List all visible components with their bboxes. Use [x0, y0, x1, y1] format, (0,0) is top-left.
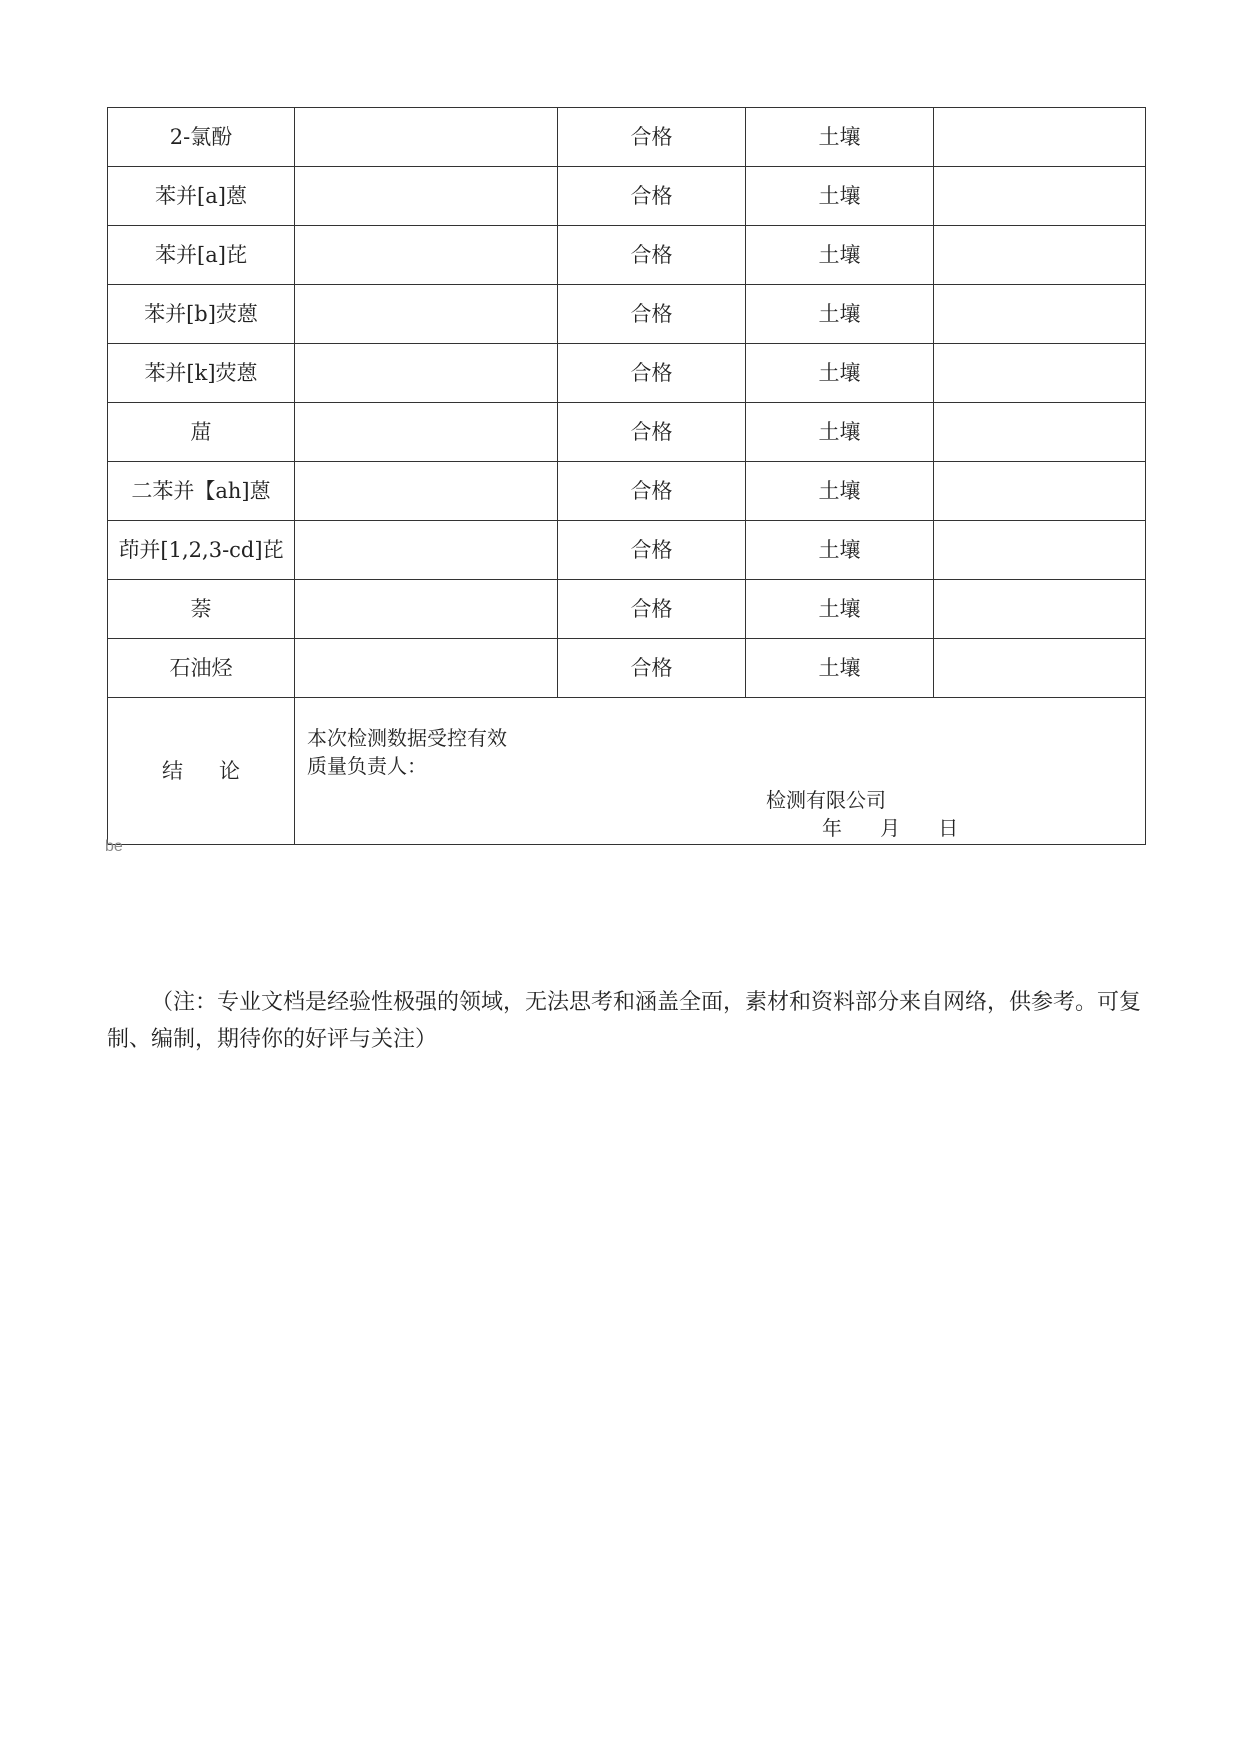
- quality-manager-label: 质量负责人：: [307, 754, 427, 778]
- cell-name: 茚并[1,2,3-cd]芘: [108, 521, 295, 580]
- conclusion-row: [108, 698, 1146, 845]
- cell-name: 萘: [108, 580, 295, 639]
- cell-name: 苯并[b]荧蒽: [108, 285, 295, 344]
- cell-medium: 土壤: [746, 108, 934, 167]
- cell-name: 苯并[a]芘: [108, 226, 295, 285]
- cell-value: [295, 580, 558, 639]
- cell-value: [295, 639, 558, 698]
- table-row: [108, 344, 1146, 403]
- cell-remark: [934, 344, 1146, 403]
- cell-medium: 土壤: [746, 285, 934, 344]
- date-line: 年 月 日: [822, 816, 959, 840]
- cell-remark: [934, 226, 1146, 285]
- cell-name: 石油烃: [108, 639, 295, 698]
- cell-name: 2-氯酚: [108, 108, 295, 167]
- cell-remark: [934, 167, 1146, 226]
- table-body: [108, 108, 1146, 845]
- cell-result: 合格: [558, 462, 746, 521]
- cell-medium: 土壤: [746, 639, 934, 698]
- cell-medium: 土壤: [746, 462, 934, 521]
- company-name: 检测有限公司: [766, 788, 886, 812]
- cell-remark: [934, 521, 1146, 580]
- conclusion-label: [108, 698, 295, 845]
- stray-mark: be: [105, 838, 123, 855]
- cell-value: [295, 108, 558, 167]
- cell-result: 合格: [558, 226, 746, 285]
- cell-result: 合格: [558, 580, 746, 639]
- cell-result: 合格: [558, 108, 746, 167]
- cell-remark: [934, 462, 1146, 521]
- cell-remark: [934, 285, 1146, 344]
- cell-medium: 土壤: [746, 521, 934, 580]
- cell-remark: [934, 580, 1146, 639]
- cell-medium: 土壤: [746, 167, 934, 226]
- cell-medium: 土壤: [746, 580, 934, 639]
- cell-result: 合格: [558, 167, 746, 226]
- table-row: [108, 108, 1146, 167]
- cell-value: [295, 285, 558, 344]
- cell-result: 合格: [558, 403, 746, 462]
- cell-medium: 土壤: [746, 344, 934, 403]
- cell-remark: [934, 403, 1146, 462]
- cell-name: 苯并[k]荧蒽: [108, 344, 295, 403]
- table-row: [108, 403, 1146, 462]
- conclusion-body: [295, 698, 1146, 845]
- cell-value: [295, 344, 558, 403]
- cell-value: [295, 167, 558, 226]
- table-row: [108, 521, 1146, 580]
- cell-result: 合格: [558, 521, 746, 580]
- table-row: [108, 285, 1146, 344]
- cell-result: 合格: [558, 344, 746, 403]
- cell-name: 二苯并【ah]蒽: [108, 462, 295, 521]
- cell-value: [295, 226, 558, 285]
- footnote: （注：专业文档是经验性极强的领域，无法思考和涵盖全面，素材和资料部分来自网络，供参考。可复制、编制，期待你的好评与关注）: [107, 990, 1142, 1052]
- cell-result: 合格: [558, 639, 746, 698]
- table-row: [108, 580, 1146, 639]
- conclusion-label-part1: 结: [162, 758, 183, 783]
- test-results-table: [107, 107, 1146, 845]
- table-row: [108, 462, 1146, 521]
- cell-remark: [934, 108, 1146, 167]
- table-row: [108, 167, 1146, 226]
- table-row: [108, 226, 1146, 285]
- cell-value: [295, 403, 558, 462]
- cell-name: 䓛: [108, 403, 295, 462]
- conclusion-label-part2: 论: [219, 758, 240, 783]
- cell-remark: [934, 639, 1146, 698]
- conclusion-statement: 本次检测数据受控有效: [307, 726, 507, 750]
- cell-medium: 土壤: [746, 226, 934, 285]
- cell-medium: 土壤: [746, 403, 934, 462]
- cell-result: 合格: [558, 285, 746, 344]
- cell-value: [295, 462, 558, 521]
- cell-name: 苯并[a]蒽: [108, 167, 295, 226]
- table-row: [108, 639, 1146, 698]
- cell-value: [295, 521, 558, 580]
